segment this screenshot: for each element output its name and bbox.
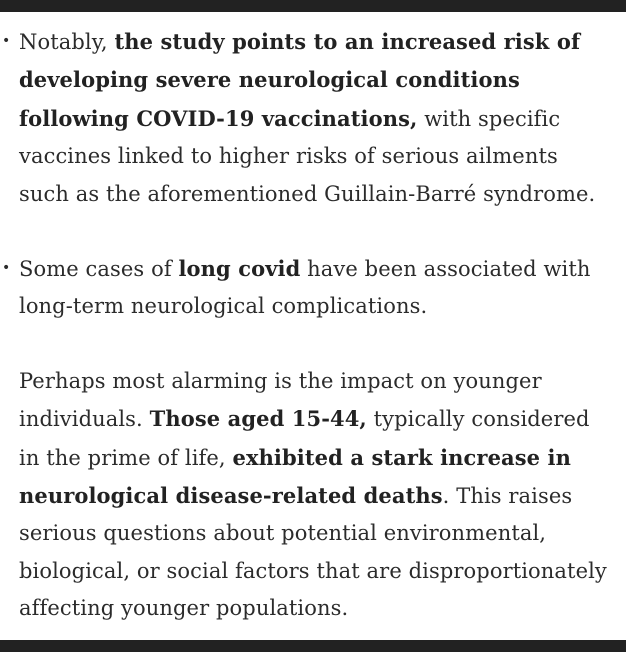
paragraph [0,363,626,628]
bullet2-text-rest: have been associated with long-term neurological complications. [19,257,591,319]
bullet1-text-rest: with specific vaccines linked to higher risks of serious ailments such as the aforementioned Guillain-Barré syndrome. [19,106,596,206]
bullet-icon: • [2,33,11,49]
paragraph-bold-1: Those aged 15-44, [149,406,367,432]
bullet1-bold: the study points to an increased risk of developing severe neurological conditions following COVID-19 vaccinations, [19,29,581,131]
paragraph-bold-2: exhibited a stark increase in neurological disease-related deaths [19,444,572,509]
top-bar [0,0,626,12]
paragraph-text-3: . This raises serious questions about potential environmental, biological, or social factors that are disproportionately affecting younger populations. [19,484,607,621]
bottom-bar [0,640,626,652]
bullet2-text: Some cases of [19,257,179,282]
bullet-icon: • [2,260,11,277]
list-item [0,250,626,326]
bullet-list [0,23,626,326]
bullet1-text: Notably, [19,30,115,54]
bullet2-bold: long covid [178,256,301,282]
paragraph-text-2: typically considered in the prime of life, [19,407,590,470]
article-body [0,23,626,628]
list-item [0,23,626,213]
paragraph-text-1: Perhaps most alarming is the impact on younger individuals. [19,368,542,432]
